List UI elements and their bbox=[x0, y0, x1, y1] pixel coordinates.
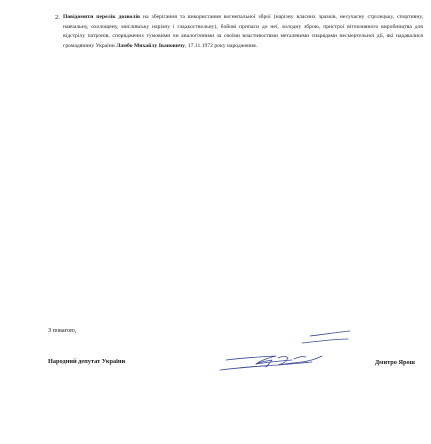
closing-regards: З повагою, bbox=[48, 327, 77, 334]
item-paragraph bbox=[63, 13, 423, 51]
signer-title: Народний депутат України bbox=[48, 358, 126, 365]
numbered-item bbox=[55, 13, 424, 51]
item-bold-lead: Повідомити перелік дозволів bbox=[63, 14, 141, 20]
item-text-2: , 17.11.1972 року народження. bbox=[184, 42, 258, 49]
item-number: 2. bbox=[55, 14, 60, 21]
handwritten-signature bbox=[198, 328, 368, 384]
item-text-1: на зберігання та використання вогнепальної зброї (нарізну власних зразків, несучасну стрілецьку, спортивну, навчальну, охолощену, мисливську нарізну і гладкоствольну), бойові припаси до неї, холодну зброю, пристрої вітчизняного виробництва для відстрілу патронів, споряджених гумовими чи аналогічними за своїми властивостями металевими снарядами несмертельної дії, які надавалися громадянину України bbox=[63, 14, 424, 49]
item-bold-person: Ламбо Михайлу Івановичу bbox=[116, 42, 185, 49]
signature-block bbox=[48, 352, 423, 380]
signer-name: Дмитро Ярош bbox=[374, 359, 415, 366]
